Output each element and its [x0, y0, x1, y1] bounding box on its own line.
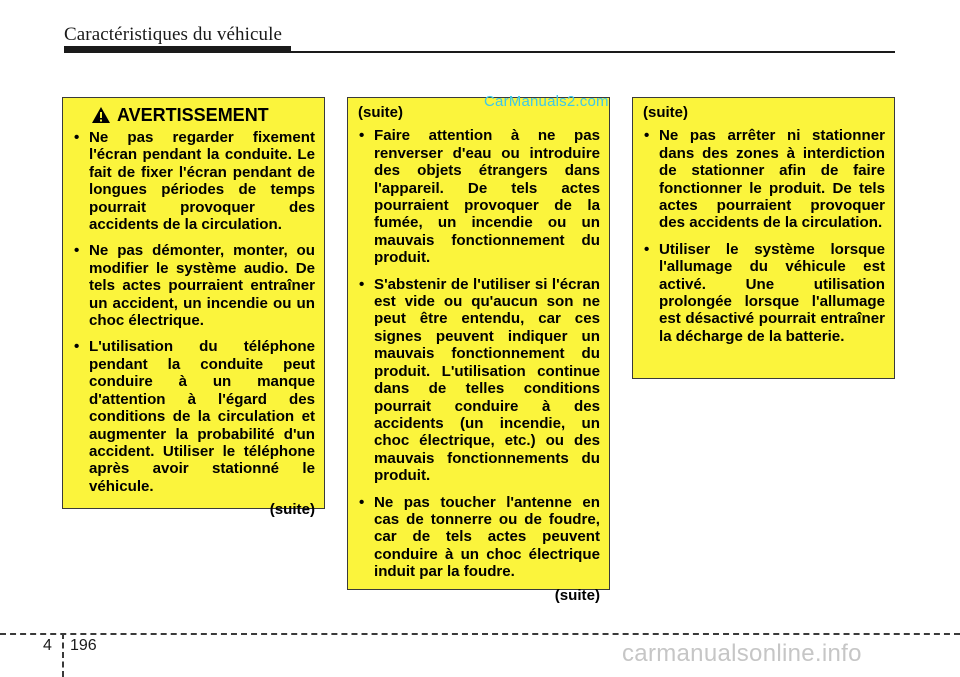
warning-box-continued [347, 97, 610, 604]
list-item: • L'utilisation du téléphone pendant la conduite peut conduire à un manque d'attention à l'égard des conditions de la circulation et augmenter la probabilité d'un accident. Utiliser le téléphone après avoir stationné le véhicule. [73, 338, 315, 495]
chapter-title: Caractéristiques du véhicule [64, 24, 283, 45]
continued-header: (suite) [358, 104, 403, 121]
page-number: 196 [70, 637, 97, 654]
list-item: • Ne pas regarder fixement l'écran pendant la conduite. Le fait de fixer l'écran pendant de longues périodes de temps pourrait provoquer des accidents de la circulation. [73, 129, 315, 233]
warning-list [643, 127, 885, 345]
warning-heading [91, 104, 315, 126]
list-item: • Ne pas démonter, monter, ou modifier le système audio. De tels actes pourraient entraîner un accident, un incendie ou un choc électrique. [73, 242, 315, 329]
footer-vertical-divider [62, 633, 64, 677]
header-rule-thick [64, 46, 291, 53]
warning-list [358, 127, 600, 580]
chapter-number: 4 [43, 637, 52, 654]
warning-box [62, 97, 325, 519]
continued-label: (suite) [269, 501, 315, 519]
warning-box-final [632, 97, 895, 379]
list-item: • S'abstenir de l'utiliser si l'écran est vide ou qu'aucun son ne peut être entendu, car ces signes peuvent indiquer un mauvais fonctionnement du produit. L'utilisation continue dans de telles conditions pourrait conduire à des accidents (un incendie, un choc électrique, etc.) ou des mauvais fonctionnements du produit. [358, 276, 600, 485]
warning-list [73, 129, 315, 495]
warning-heading-text: AVERTISSEMENT [117, 105, 269, 125]
continued-header: (suite) [643, 104, 688, 121]
warning-triangle-icon [91, 106, 111, 124]
footer-divider [0, 633, 960, 635]
header-rule-thin [291, 51, 895, 53]
list-item: • Ne pas toucher l'antenne en cas de tonnerre ou de foudre, car de tels actes peuvent conduire à un choc électrique induit par la foudre. [358, 494, 600, 581]
watermark-bottom: carmanualsonline.info [622, 640, 862, 667]
watermark-top: CarManuals2.com [484, 93, 609, 110]
continued-label: (suite) [554, 586, 600, 604]
list-item: • Utiliser le système lorsque l'allumage du véhicule est activé. Une utilisation prolongée lorsque l'allumage est désactivé pourrait entraîner la décharge de la batterie. [643, 241, 885, 345]
list-item: • Faire attention à ne pas renverser d'eau ou introduire des objets étrangers dans l'appareil. De tels actes pourraient provoquer de la fumée, un incendie ou un mauvais fonctionnement du produit. [358, 127, 600, 266]
list-item: • Ne pas arrêter ni stationner dans des zones à interdiction de stationner afin de faire fonctionner le produit. De tels actes pourraient provoquer des accidents de la circulation. [643, 127, 885, 231]
